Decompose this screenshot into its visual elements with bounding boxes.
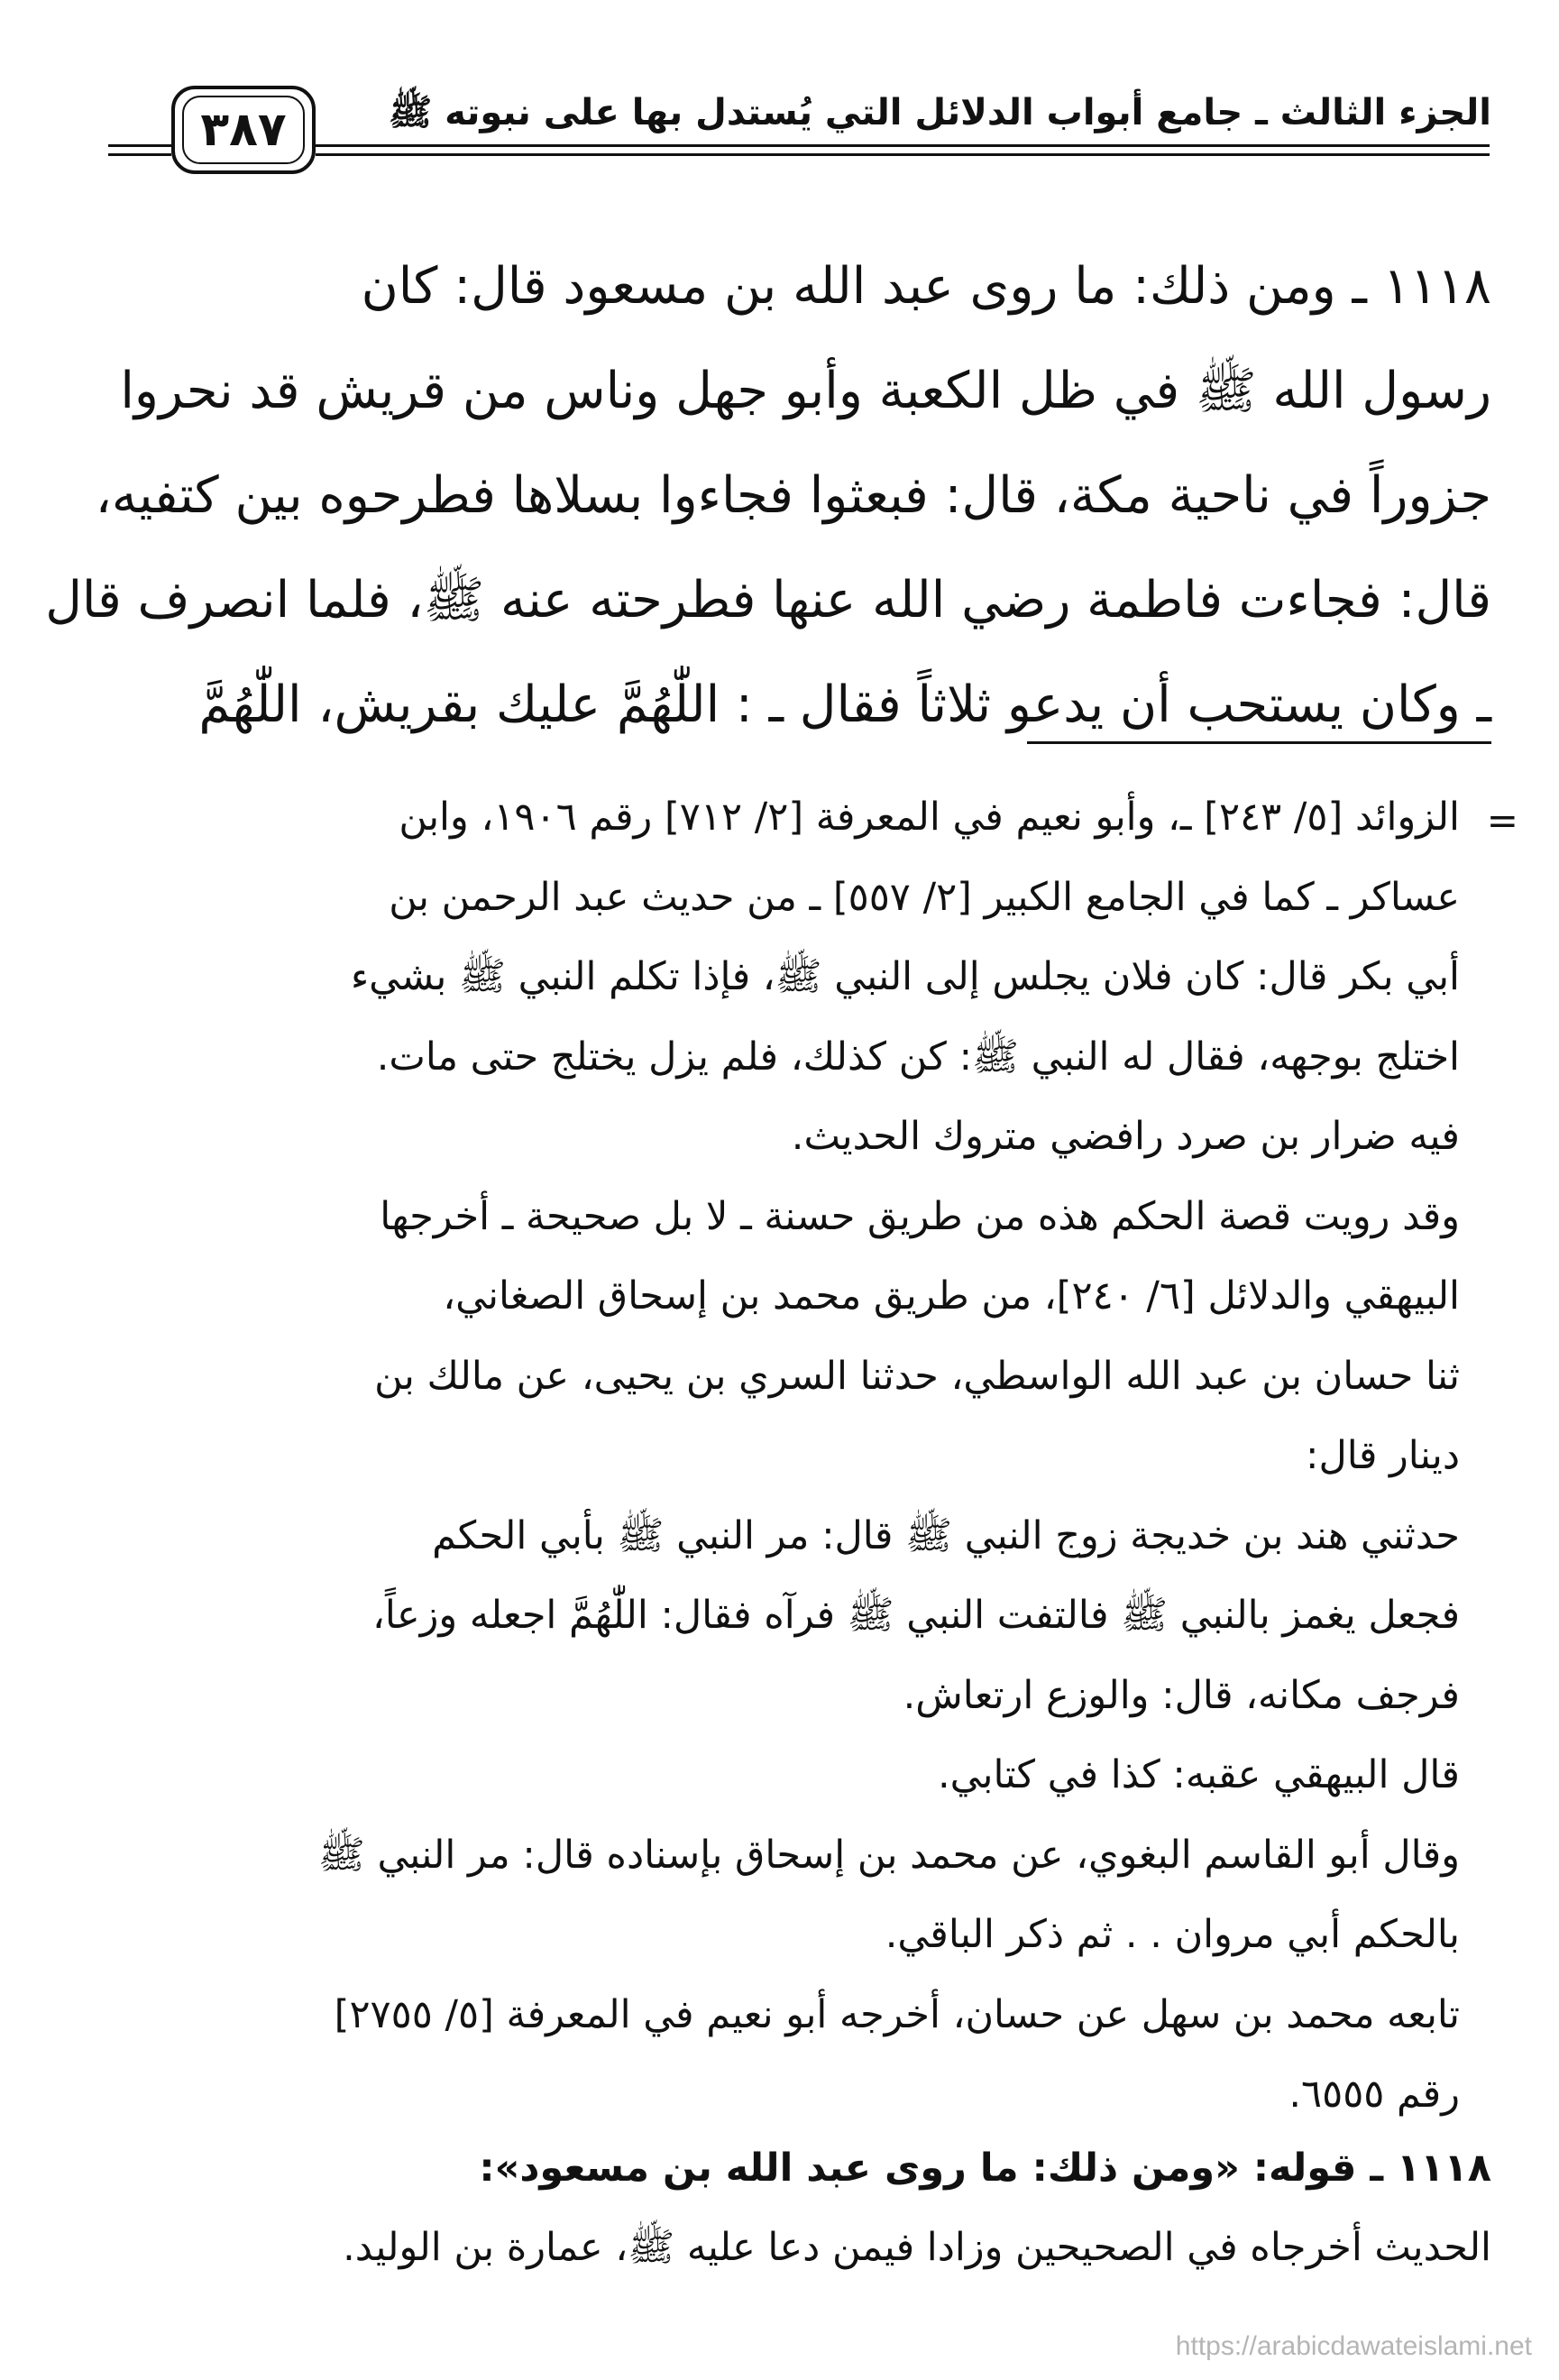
header-rule [316,153,1490,156]
commentary-lead: ١١١٨ ـ قوله: «ومن ذلك: ما روى عبد الله بن مسعود»: [479,2146,1491,2191]
footnote-line: ثنا حسان بن عبد الله الواسطي، حدثنا السري بن يحيى، عن مالك بن [374,1353,1460,1399]
footnote-continuation-mark: = [1486,798,1518,842]
commentary-body: الحديث أخرجاه في الصحيحين وزادا فيمن دعا عليه ﷺ، عمارة بن الوليد. [343,2225,1491,2270]
main-text-line: قال: فجاءت فاطمة رضي الله عنها فطرحته عنه ﷺ، فلما انصرف قال [45,571,1491,629]
footnotes [107,777,1460,2135]
main-text-line: ـ وكان يستحب أن يدعو ثلاثاً فقال ـ : اللّٰهُمَّ عليك بقريش، اللّٰهُمَّ [198,675,1491,734]
footnote-line: فجعل يغمز بالنبي ﷺ فالتفت النبي ﷺ فرآه فقال: اللّٰهُمَّ اجعله وزعاً، [371,1593,1460,1638]
footnote-line: دينار قال: [1305,1433,1460,1478]
header-rule [108,153,171,156]
footnote-line: بالحكم أبي مروان . . ثم ذكر الباقي. [885,1912,1460,1957]
footnote-line: فيه ضرار بن صرد رافضي متروك الحديث. [791,1114,1460,1159]
footnote-line: حدثني هند بن خديجة زوج النبي ﷺ قال: مر النبي ﷺ بأبي الحكم [432,1512,1460,1558]
footnote-line: عساكر ـ كما في الجامع الكبير [٢/ ٥٥٧] ـ من حديث عبد الرحمن بن [389,874,1460,920]
header-rule [108,144,171,147]
footnote-separator [1027,741,1491,744]
footnote-line: اختلج بوجهه، فقال له النبي ﷺ: كن كذلك، فلم يزل يختلج حتى مات. [376,1034,1460,1080]
footnote-line: فرجف مكانه، قال: والوزع ارتعاش. [903,1672,1460,1718]
header-rule [316,144,1490,147]
main-text [45,234,1491,758]
main-text-line: رسول الله ﷺ في ظل الكعبة وأبو جهل وناس من قريش قد نحروا [120,362,1491,420]
footnote-line: قال البيهقي عقبه: كذا في كتابي. [938,1752,1460,1797]
footnote-line: رقم ٦٥٥٥. [1288,2072,1460,2117]
footnote-line: أبي بكر قال: كان فلان يجلس إلى النبي ﷺ، فإذا تكلم النبي ﷺ بشيء [350,954,1460,999]
page-number-frame [171,86,316,174]
footnote-line: البيهقي والدلائل [٦/ ٢٤٠]، من طريق محمد بن إسحاق الصغاني، [443,1273,1460,1319]
running-title: الجزء الثالث ـ جامع أبواب الدلائل التي يُستدل بها على نبوته ﷺ [388,92,1491,133]
footnote-line: وقال أبو القاسم البغوي، عن محمد بن إسحاق بإسناده قال: مر النبي ﷺ [317,1832,1460,1878]
page-number: ٣٨٧ [182,96,305,164]
commentary [85,2128,1491,2287]
footnote-line: تابعه محمد بن سهل عن حسان، أخرجه أبو نعيم في المعرفة [٥/ ٢٧٥٥] [334,1991,1460,2037]
footnote-line: وقد رويت قصة الحكم هذه من طريق حسنة ـ لا بل صحيحة ـ أخرجها [380,1193,1460,1239]
footnote-line: الزوائد [٥/ ٢٤٣] ـ، وأبو نعيم في المعرفة [٢/ ٧١٢] رقم ١٩٠٦، وابن [399,795,1460,840]
watermark: https://arabicdawateislami.net [1175,2331,1532,2361]
main-text-line: جزوراً في ناحية مكة، قال: فبعثوا فجاءوا بسلاها فطرحوه بين كتفيه، [95,466,1491,525]
main-text-line: ١١١٨ ـ ومن ذلك: ما روى عبد الله بن مسعود قال: كان [361,257,1491,316]
